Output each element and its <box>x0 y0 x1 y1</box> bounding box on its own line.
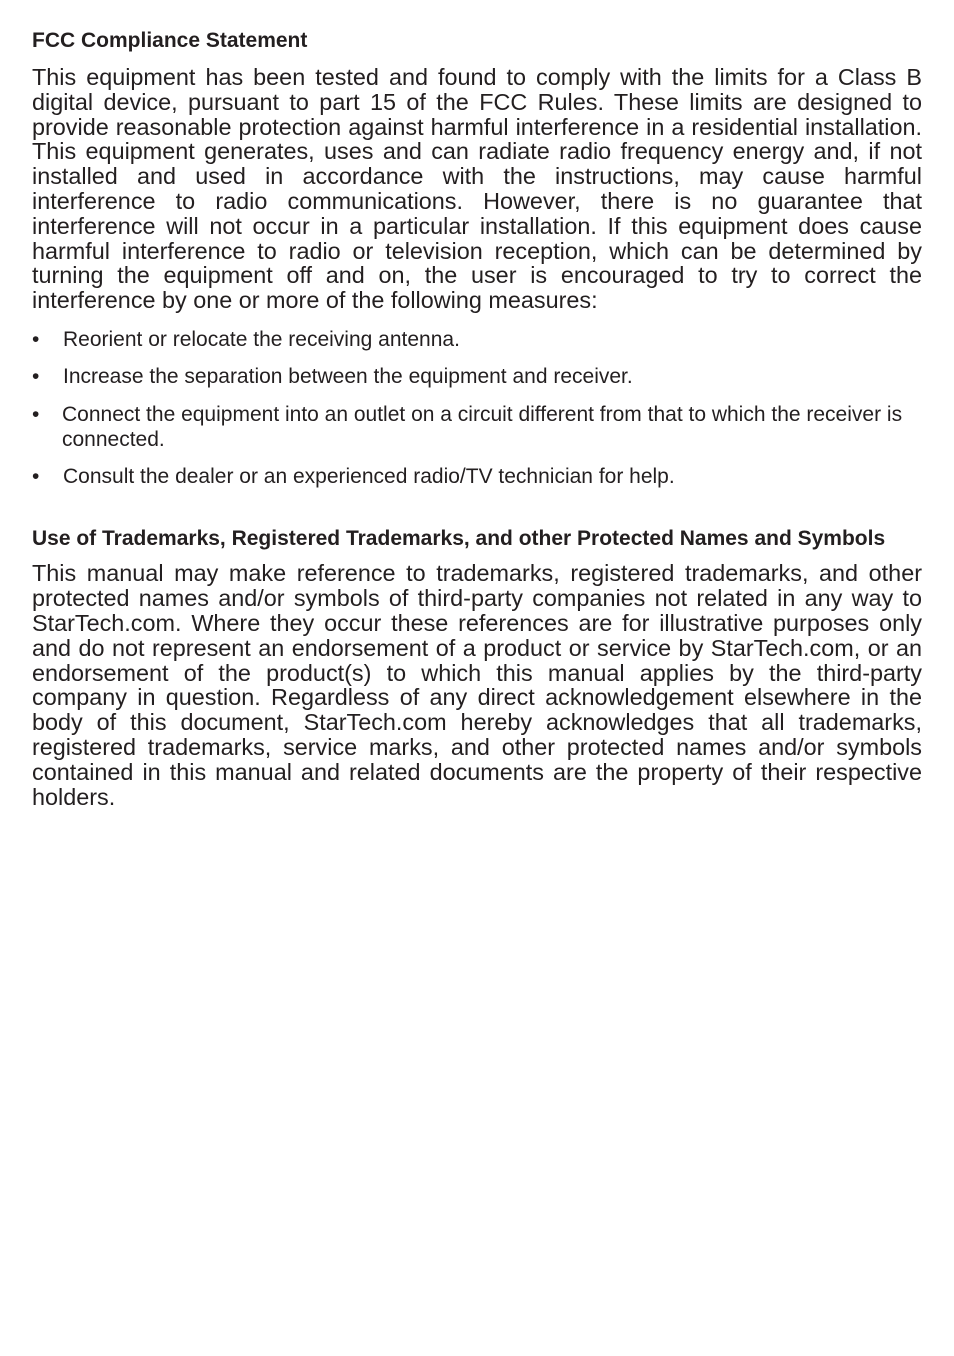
trademarks-paragraph: This manual may make reference to trademarks, registered trademarks, and other protected names and/or symbols of third-party companies not related in any way to StarTech.com. Where they occur these references are for illustrative purposes only and do not represent an endorsement of a product or service by StarTech.com, or an endorsement of the product(s) to which this manual applies by the third-party company in question. Regardless of any direct acknowledgement elsewhere in the body of this document, StarTech.com hereby acknowledges that all trademarks, registered trademarks, service marks, and other protected names and/or symbols contained in this manual and related documents are the property of their respective holders. <box>32 560 922 810</box>
list-item <box>32 364 922 389</box>
measure-text: Consult the dealer or an experienced radio/TV technician for help. <box>63 465 675 489</box>
list-item <box>32 327 922 352</box>
fcc-measures-list <box>32 327 922 490</box>
list-item <box>32 464 922 489</box>
bullet-icon: • <box>32 365 40 389</box>
document-page <box>32 28 922 809</box>
measure-text: Increase the separation between the equipment and receiver. <box>63 365 633 389</box>
fcc-statement-paragraph: This equipment has been tested and found to comply with the limits for a Class B digital device, pursuant to part 15 of the FCC Rules. These limits are designed to provide reasonable protection against harmful interference in a residential installation. This equipment generates, uses and can radiate radio frequency energy and, if not installed and used in accordance with the instructions, may cause harmful interference to radio communications. However, there is no guarantee that interference will not occur in a particular installation. If this equipment does cause harmful interference to radio or television reception, which can be determined by turning the equipment off and on, the user is encouraged to try to correct the interference by one or more of the following measures: <box>32 64 922 314</box>
fcc-heading: FCC Compliance Statement <box>32 29 308 52</box>
trademarks-heading: Use of Trademarks, Registered Trademarks, and other Protected Names and Symbols <box>32 527 886 551</box>
list-item <box>32 402 922 452</box>
measure-text: Connect the equipment into an outlet on a circuit different from that to which the receiver is connected. <box>62 402 903 451</box>
bullet-icon: • <box>32 327 40 351</box>
measure-text: Reorient or relocate the receiving antenna. <box>63 327 460 351</box>
bullet-icon: • <box>32 465 40 489</box>
bullet-icon: • <box>32 402 40 426</box>
